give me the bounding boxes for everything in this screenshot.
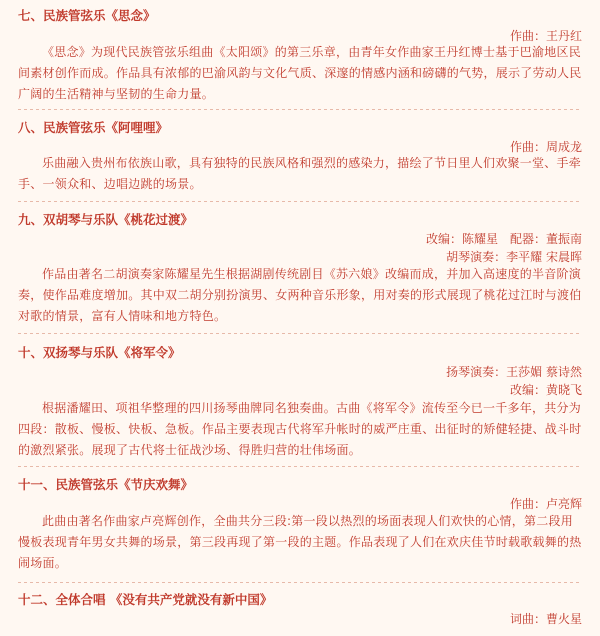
section-10-credit-arranger: 改编：黄晓飞 — [509, 383, 582, 397]
section-7-description: 《思念》为现代民族管弦乐组曲《太阳颂》的第三乐章，由青年女作曲家王丹红博士基于巴渝地区民间素材创作而成。作品具有浓郁的巴渝风韵与文化气质、深邃的情感内涵和磅礴的气势，展示了劳动人民广阔的生活精神与坚韧的生命力量。 — [18, 45, 582, 101]
section-10-title: 十、双扬琴与乐队《将军令》 — [18, 345, 181, 360]
divider — [18, 109, 582, 110]
section-9-title: 九、双胡琴与乐队《桃花过渡》 — [18, 212, 194, 227]
divider — [18, 466, 582, 467]
section-8-credit: 作曲：周成龙 — [509, 140, 582, 154]
section-11-description: 此曲由著名作曲家卢亮辉创作，全曲共分三段:第一段以热烈的场面表现人们欢快的心情，第二段用慢板表现青年男女共舞的场景，第三段再现了第一段的主题。作品表现了人们在欢庆佳节时载歌载舞的热闹场面。 — [18, 514, 582, 570]
section-8-description: 乐曲融入贵州布依族山歌，具有独特的民族风格和强烈的感染力，描绘了节日里人们欢聚一堂、手牵手、一领众和、边唱边跳的场景。 — [18, 156, 582, 191]
divider — [18, 333, 582, 334]
divider — [18, 582, 582, 583]
section-11-credit: 作曲：卢亮辉 — [509, 497, 582, 511]
section-8-title: 八、民族管弦乐《阿哩哩》 — [18, 120, 169, 135]
section-12-credit: 词曲：曹火星 — [509, 612, 582, 626]
section-9-credit-arrangers: 改编：陈耀星 配器：董振南 — [425, 232, 582, 246]
section-11-title: 十一、民族管弦乐《节庆欢舞》 — [18, 477, 194, 492]
section-10-description: 根据潘耀田、项祖华整理的四川扬琴曲牌同名独奏曲。古曲《将军令》流传至今已一千多年，共分为四段：散板、慢板、快板、急板。作品主要表现古代将军升帐时的威严庄重、出征时的矫健轻捷、战斗时的激烈紧张。展现了古代将士征战沙场、得胜归营的壮伟场面。 — [18, 401, 582, 457]
section-7-title: 七、民族管弦乐《思念》 — [18, 8, 156, 23]
section-9-credit-performers: 胡琴演奏：李平耀 宋晨晖 — [446, 250, 582, 264]
section-9-description: 作品由著名二胡演奏家陈耀星先生根据湖剧传统剧目《苏六娘》改编而成，并加入高速度的半音阶演奏，使作品难度增加。其中双二胡分别扮演男、女两种音乐形象，用对奏的形式展现了桃花过江时与渡伯对歌的情景，富有人情味和地方特色。 — [18, 267, 582, 323]
divider — [18, 201, 582, 202]
section-10-credit-performers: 扬琴演奏：王莎媚 蔡诗然 — [446, 365, 582, 379]
section-7-credit: 作曲：王丹红 — [509, 29, 582, 43]
section-12-title: 十二、全体合唱 《没有共产党就没有新中国》 — [18, 592, 273, 607]
